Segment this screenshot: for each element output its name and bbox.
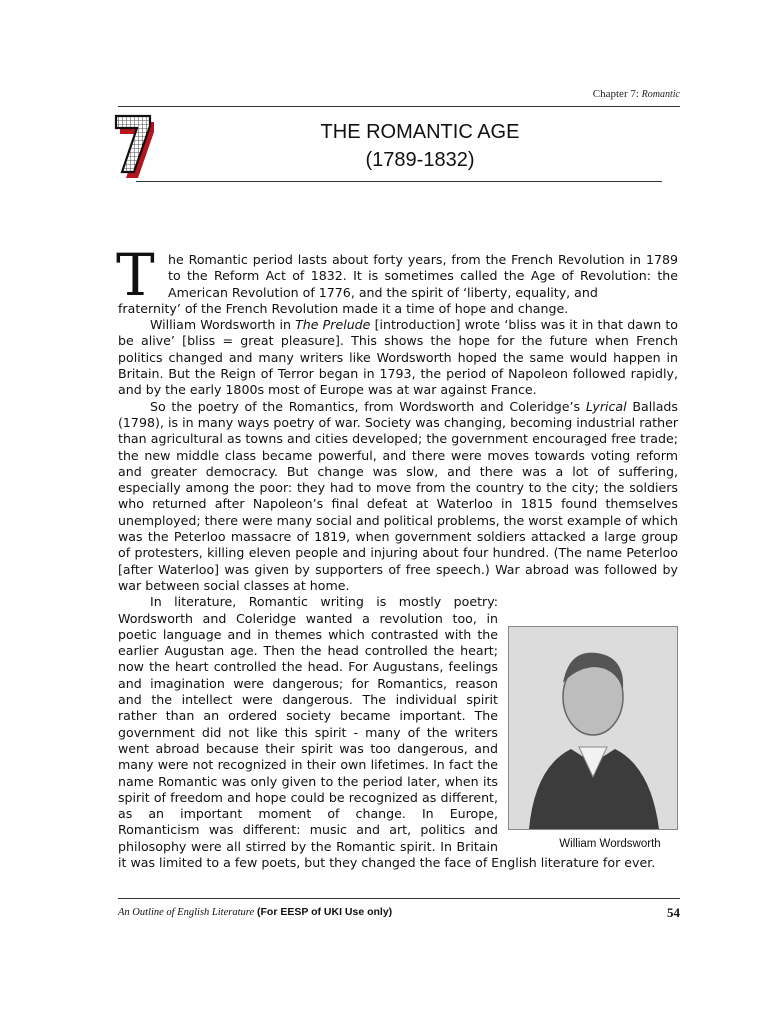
chapter-label: Chapter 7: <box>592 88 639 100</box>
paragraph-1 <box>118 252 678 317</box>
portrait-figure <box>508 626 680 852</box>
portrait-caption: William Wordsworth <box>559 838 661 851</box>
paragraph-3-end: Ballads (1798), is in many ways poetry of war. Society was changing, becoming industrial rather than agricultural as towns and cities developed; the government encouraged free trade; the new middle class became powerful, and there were moves towards voting reform and greater democracy. But change was slow, and there was a lot of suffering, especially among the poor: they had to move from the country to the city; the soldiers who returned after Napoleon’s final defeat at Waterloo in 1815 found themselves unemployed; there were many social and political problems, the worst example of which was the Peterloo massacre of 1819, when government soldiers attacked a large group of protesters, killing eleven people and injuring about four hundred. (The name Peterloo [after Waterloo] was given by supporters of free speech.) War abroad was followed by war between social classes at home. <box>118 398 679 593</box>
paragraph-1-lead: he Romantic period lasts about forty years, from the French Revolution in 1789 to the Reform Act of 1832. It is sometimes called the Age of Revolution: the American Revolution of 1776, and the spirit of ‘liberty, equality, and <box>168 252 678 300</box>
page-number: 54 <box>667 905 680 920</box>
drop-cap: T <box>116 241 155 309</box>
book-title: An Outline of English Literature <box>118 907 255 918</box>
usage-note: (For EESP of UKI Use only) <box>254 906 393 918</box>
paragraph-2 <box>118 317 678 398</box>
title-main: THE ROMANTIC AGE <box>320 121 520 143</box>
lyrical-title: Lyrical <box>585 398 627 414</box>
body-text <box>118 252 678 871</box>
prelude-title: The Prelude <box>295 317 371 333</box>
chapter-number-graphic <box>114 112 156 182</box>
paragraph-4 <box>118 594 678 871</box>
paragraph-2-end: [introduction] wrote ‘bliss was it in that dawn to be alive’ [bliss = great pleasure]. This shows the hope for the future when French politics changed and many writers like Wordsworth hoped the same would happen in Britain. But the Reign of Terror began in 1793, the period of Napoleon followed rapidly, and by the early 1800s most of Europe was at war against France. <box>118 317 678 398</box>
chapter-name: Romantic <box>641 89 680 100</box>
paragraph-2-start: William Wordsworth in <box>150 317 296 333</box>
paragraph-1-continuation: fraternity’ of the French Revolution made it a time of hope and change. <box>118 300 569 316</box>
paragraph-3 <box>118 399 678 595</box>
paragraph-4-text: In literature, Romantic writing is mostly poetry: Wordsworth and Coleridge wanted a revolution too, in poetic language and in themes which contrasted with the earlier Augustan age. Then the head controlled the heart; now the heart controlled the head. For Augustans, feelings and imagination were dangerous; for Romantics, reason and the intellect were dangerous. The individual spirit rather than an ordered society became important. The government did not like this spirit - many of the writers went abroad because their spirit was too dangerous, and many were not recognized in their own lifetimes. In fact the name Romantic was only given to the period later, when its spirit of freedom and hope could be recognized as different, as an important moment of change. In Europe, Romanticism was different: music and art, politics and philosophy were all stirred by the Romantic spirit. In Britain it was limited to a few poets, but they changed the face of English literature for ever. <box>118 594 656 870</box>
chapter-header <box>593 88 680 100</box>
paragraph-3-start: So the poetry of the Romantics, from Wordsworth and Coleridge’s <box>150 398 586 414</box>
footer-book-info <box>118 906 392 918</box>
footer-rule <box>118 898 680 899</box>
header-rule <box>118 106 680 107</box>
title-rule <box>136 181 662 182</box>
chapter-title <box>260 118 580 174</box>
wordsworth-portrait-image <box>508 626 678 830</box>
title-dates: (1789-1832) <box>365 149 475 171</box>
